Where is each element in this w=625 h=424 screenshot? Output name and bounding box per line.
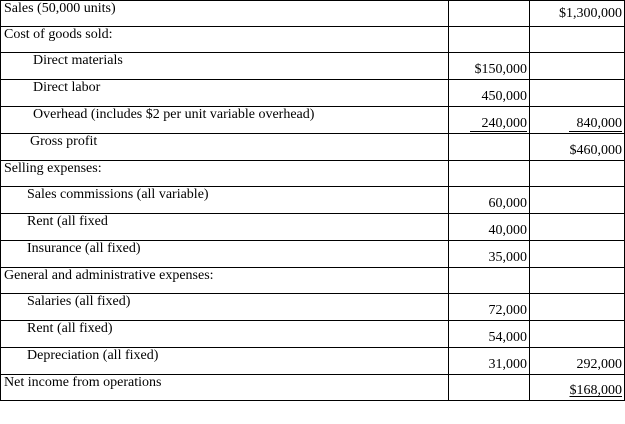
amount-cell: 31,000 xyxy=(449,348,530,375)
total-cell xyxy=(530,321,625,348)
table-row xyxy=(1,80,625,107)
table-row xyxy=(1,241,625,268)
amount-cell: 54,000 xyxy=(449,321,530,348)
row-label: Sales (50,000 units) xyxy=(1,1,449,27)
amount-cell xyxy=(449,134,530,161)
table-row xyxy=(1,1,625,27)
underlined-amount: 240,000 xyxy=(470,116,528,132)
amount-cell: 40,000 xyxy=(449,214,530,241)
underlined-total: 840,000 xyxy=(569,116,623,132)
total-cell xyxy=(530,241,625,268)
total-cell xyxy=(530,268,625,294)
section-heading: Cost of goods sold: xyxy=(1,27,449,53)
amount-cell xyxy=(449,27,530,53)
table-row xyxy=(1,107,625,134)
total-cell: $1,300,000 xyxy=(530,1,625,27)
total-cell: 292,000 xyxy=(530,348,625,375)
row-label: Insurance (all fixed) xyxy=(1,241,449,268)
total-cell xyxy=(530,161,625,187)
table-row xyxy=(1,214,625,241)
total-cell xyxy=(530,80,625,107)
table-row xyxy=(1,134,625,161)
total-cell xyxy=(530,53,625,80)
total-cell xyxy=(530,375,625,401)
row-label: Direct materials xyxy=(1,53,449,80)
total-cell xyxy=(530,187,625,214)
row-label: Net income from operations xyxy=(1,375,449,401)
table-row xyxy=(1,187,625,214)
section-heading: General and administrative expenses: xyxy=(1,268,449,294)
row-label: Gross profit xyxy=(1,134,449,161)
row-label: Sales commissions (all variable) xyxy=(1,187,449,214)
total-cell: $460,000 xyxy=(530,134,625,161)
amount-cell: $150,000 xyxy=(449,53,530,80)
row-label: Salaries (all fixed) xyxy=(1,294,449,321)
underlined-total: $168,000 xyxy=(569,383,622,398)
table-row xyxy=(1,321,625,348)
total-cell xyxy=(530,27,625,53)
row-label: Direct labor xyxy=(1,80,449,107)
table-row xyxy=(1,53,625,80)
section-heading: Selling expenses: xyxy=(1,161,449,187)
amount-cell xyxy=(449,1,530,27)
table-row xyxy=(1,268,625,294)
table-row xyxy=(1,375,625,401)
total-cell xyxy=(530,294,625,321)
table-row xyxy=(1,27,625,53)
table-row xyxy=(1,348,625,375)
row-label: Depreciation (all fixed) xyxy=(1,348,449,375)
table-row xyxy=(1,161,625,187)
amount-cell: 450,000 xyxy=(449,80,530,107)
row-label: Rent (all fixed xyxy=(1,214,449,241)
total-cell xyxy=(530,107,625,134)
amount-cell xyxy=(449,375,530,401)
amount-cell: 72,000 xyxy=(449,294,530,321)
amount-cell: 35,000 xyxy=(449,241,530,268)
table-row xyxy=(1,294,625,321)
amount-cell xyxy=(449,268,530,294)
total-cell xyxy=(530,214,625,241)
amount-cell xyxy=(449,107,530,134)
row-label: Overhead (includes $2 per unit variable overhead) xyxy=(1,107,449,134)
row-label: Rent (all fixed) xyxy=(1,321,449,348)
amount-cell: 60,000 xyxy=(449,187,530,214)
amount-cell xyxy=(449,161,530,187)
